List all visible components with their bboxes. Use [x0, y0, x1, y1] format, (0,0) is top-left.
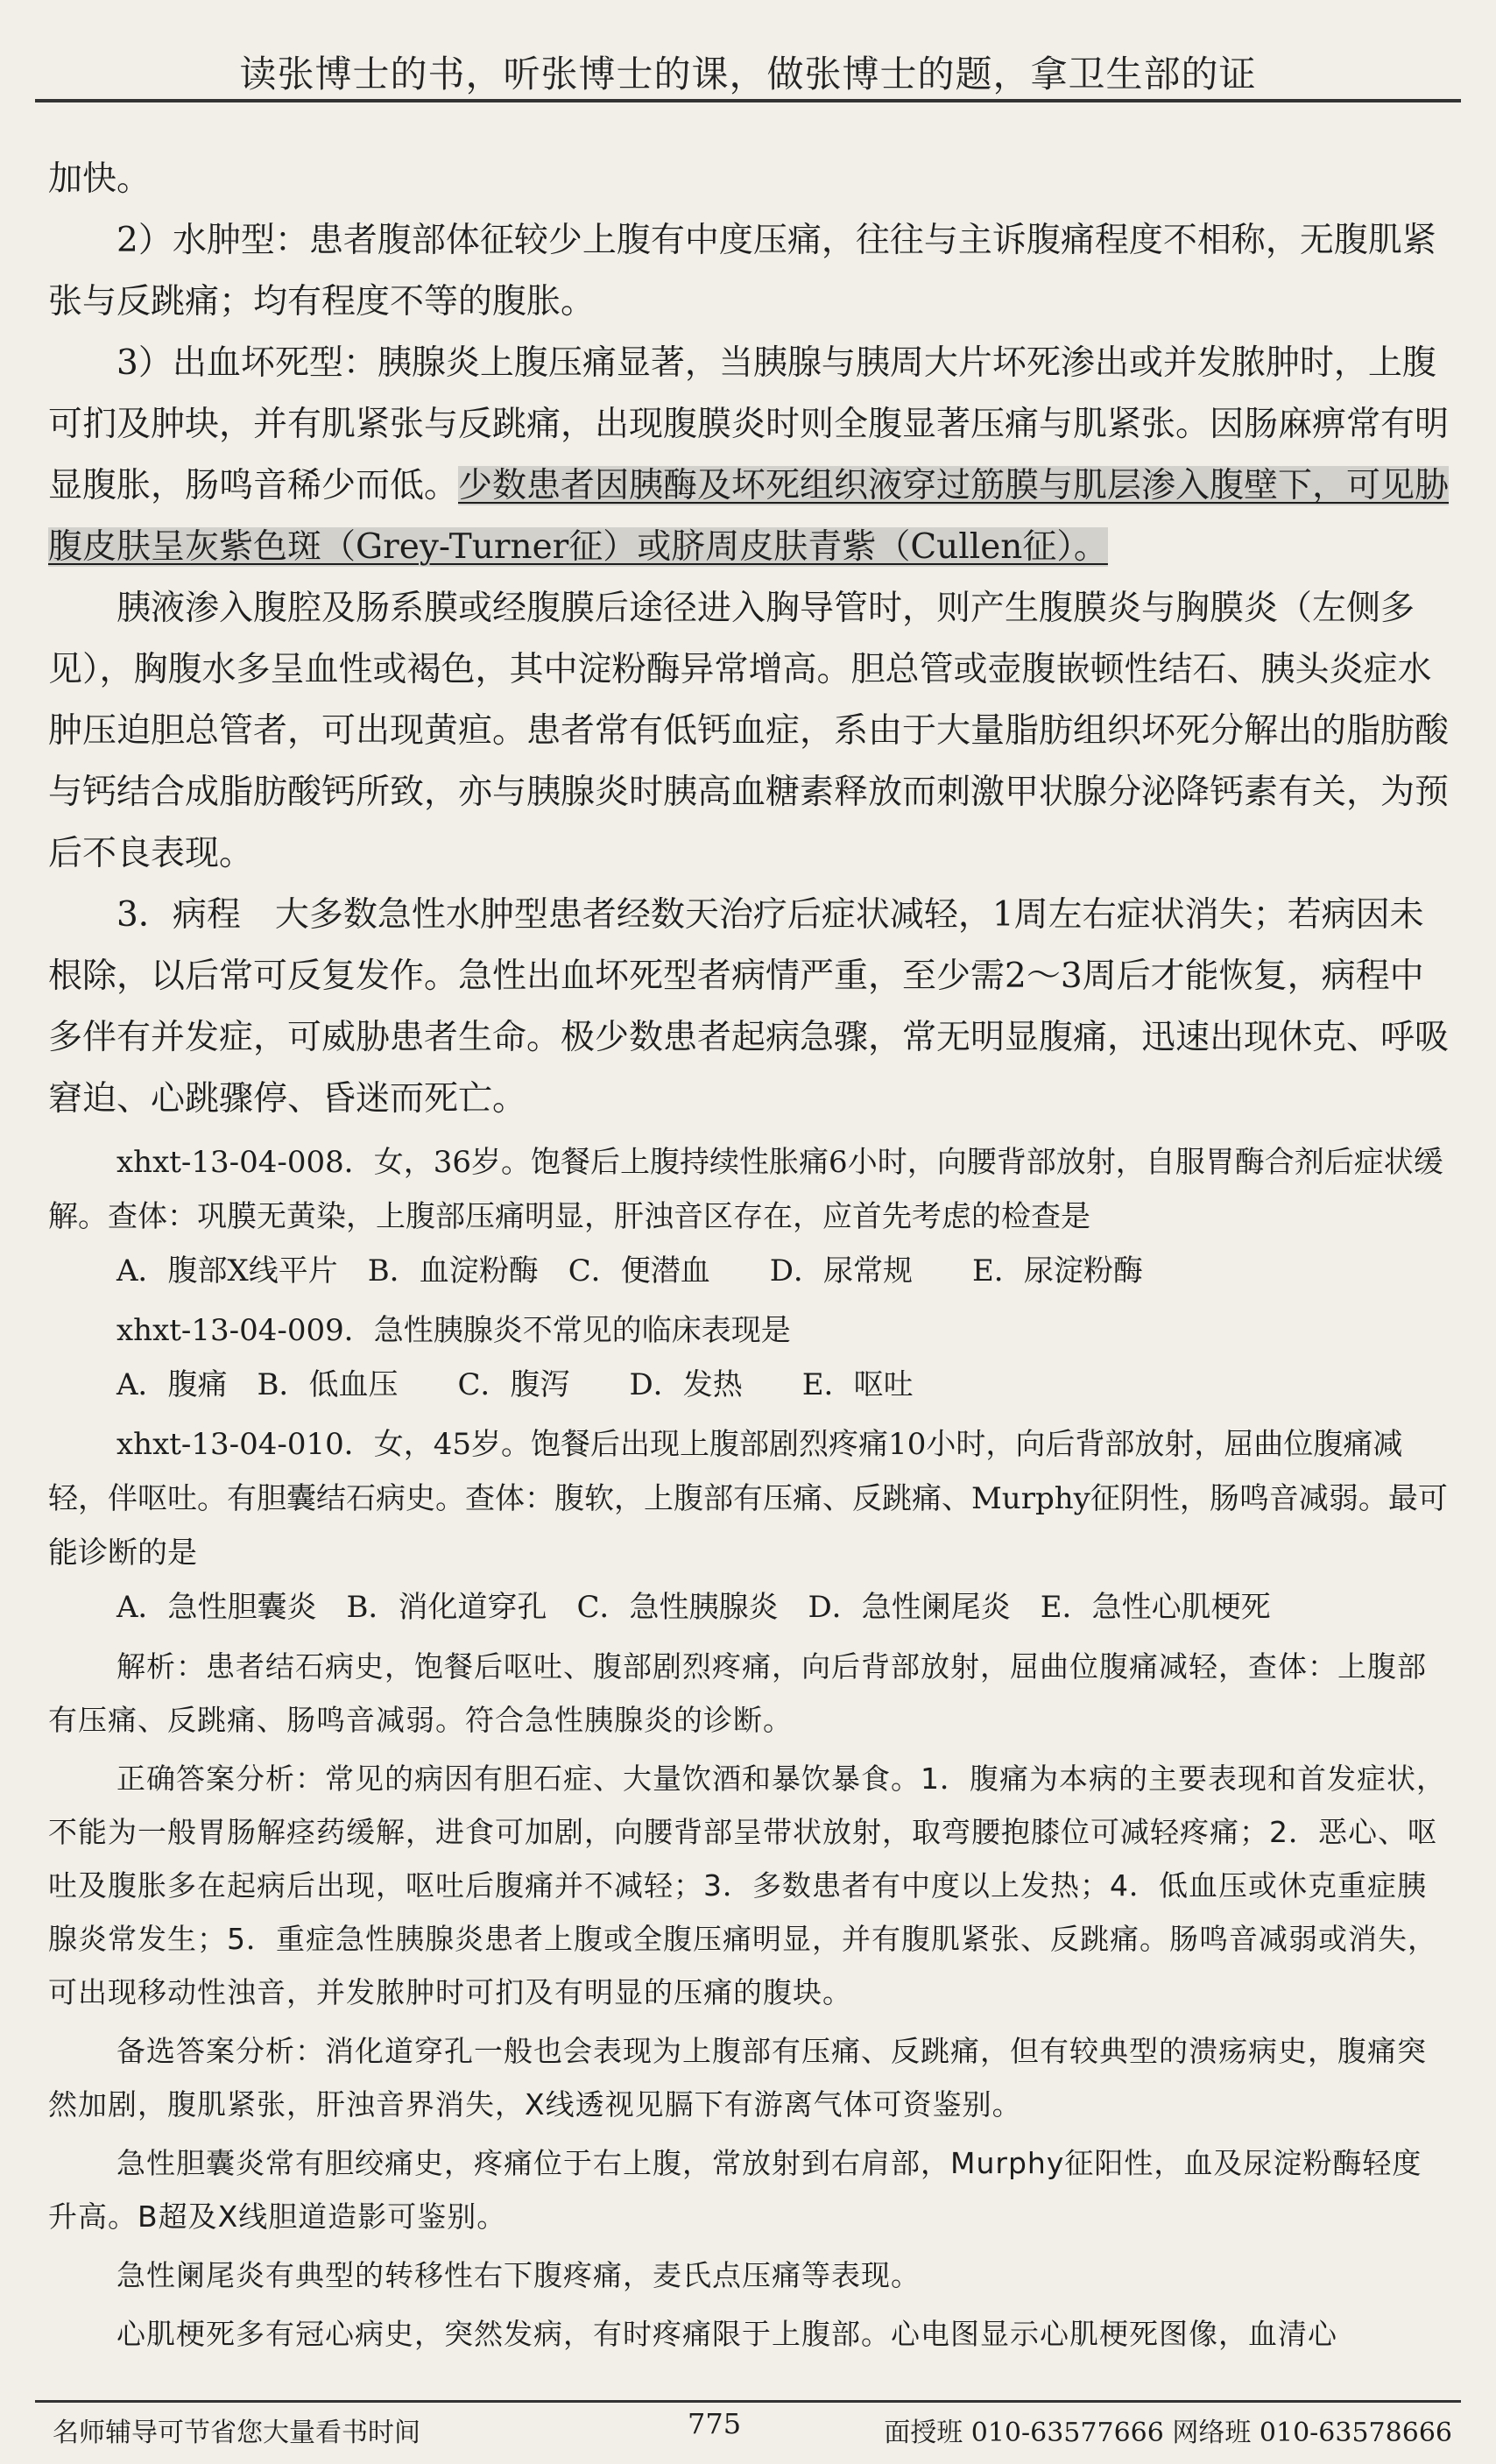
page-content: [48, 149, 1450, 2361]
page-footer: [35, 2400, 1461, 2453]
paragraph-text: 3）出血坏死型：胰腺炎上腹压痛显著，当胰腺与胰周大片坏死渗出或并发脓肿时，上腹可扪及肿块，并有肌紧张与反跳痛，出现腹膜炎时则全腹显著压痛与肌紧张。因肠麻痹常有明显腹胀，肠鸣音稀少而低。: [48, 343, 1450, 505]
paragraph: 加快。: [48, 159, 152, 199]
question-options: A．腹痛 B．低血压 C．腹泻 D．发热 E．呕吐: [116, 1367, 914, 1402]
analysis-paragraph: 心肌梗死多有冠心病史，突然发病，有时疼痛限于上腹部。心电图显示心肌梗死图像，血清心: [116, 2317, 1337, 2351]
header-divider: [35, 99, 1461, 102]
page-number: 775: [688, 2407, 742, 2440]
question-options: A．急性胆囊炎 B．消化道穿孔 C．急性胰腺炎 D．急性阑尾炎 E．急性心肌梗死: [116, 1590, 1271, 1625]
analysis-paragraph: 备选答案分析：消化道穿孔一般也会表现为上腹部有压痛、反跳痛，但有较典型的溃疡病史，腹痛突然加剧，腹肌紧张，肝浊音界消失，X线透视见膈下有游离气体可资鉴别。: [48, 2034, 1427, 2122]
analysis-paragraph: 急性阑尾炎有典型的转移性右下腹疼痛，麦氏点压痛等表现。: [116, 2258, 921, 2292]
question-stem: xhxt-13-04-009．急性胰腺炎不常见的临床表现是: [116, 1313, 791, 1348]
footer-slogan: 名师辅导可节省您大量看书时间: [53, 2418, 420, 2448]
question-stem: xhxt-13-04-010．女，45岁。饱餐后出现上腹部剧烈疼痛10小时，向后背部放射，屈曲位腹痛减轻，伴呕吐。有胆囊结石病史。查体：腹软，上腹部有压痛、反跳痛、Murphy征阴性，肠鸣音减弱。最可能诊断的是: [48, 1427, 1448, 1571]
analysis-paragraph: 解析：患者结石病史，饱餐后呕吐、腹部剧烈疼痛，向后背部放射，屈曲位腹痛减轻，查体：上腹部有压痛、反跳痛、肠鸣音减弱。符合急性胰腺炎的诊断。: [48, 1649, 1427, 1737]
footer-divider: [35, 2400, 1461, 2403]
analysis-paragraph: 急性胆囊炎常有胆绞痛史，疼痛位于右上腹，常放射到右肩部，Murphy征阳性，血及尿淀粉酶轻度升高。B超及X线胆道造影可鉴别。: [48, 2146, 1422, 2234]
footer-contact: 面授班 010-63577666 网络班 010-63578666: [884, 2418, 1452, 2448]
highlighted-text: 少数患者因胰酶及坏死组织液穿过筋膜与肌层渗入腹壁下，可见胁腹皮肤呈灰紫色斑（Grey-Turner征）或脐周皮肤青紫（Cullen征）。: [48, 466, 1450, 567]
paragraph: [48, 333, 1450, 578]
paragraph: 3．病程 大多数急性水肿型患者经数天治疗后症状减轻，1周左右症状消失；若病因未根除，以后常可反复发作。急性出血坏死型者病情严重，至少需2～3周后才能恢复，病程中多伴有并发症，可威胁患者生命。极少数患者起病急骤，常无明显腹痛，迅速出现休克、呼吸窘迫、心跳骤停、昏迷而死亡。: [48, 895, 1450, 1119]
question-stem: xhxt-13-04-008．女，36岁。饱餐后上腹持续性胀痛6小时，向腰背部放射，自服胃酶合剂后症状缓解。查体：巩膜无黄染，上腹部压痛明显，肝浊音区存在，应首先考虑的检查是: [48, 1145, 1443, 1234]
question-options: A．腹部X线平片 B．血淀粉酶 C．便潜血 D．尿常规 E．尿淀粉酶: [116, 1253, 1143, 1288]
paragraph: 胰液渗入腹腔及肠系膜或经腹膜后途径进入胸导管时，则产生腹膜炎与胸膜炎（左侧多见），胸腹水多呈血性或褐色，其中淀粉酶异常增高。胆总管或壶腹嵌顿性结石、胰头炎症水肿压迫胆总管者，可出现黄疸。患者常有低钙血症，系由于大量脂肪组织坏死分解出的脂肪酸与钙结合成脂肪酸钙所致，亦与胰腺炎时胰高血糖素释放而刺激甲状腺分泌降钙素有关，为预后不良表现。: [48, 589, 1450, 873]
header-slogan: 读张博士的书，听张博士的课，做张博士的题，拿卫生部的证: [239, 53, 1257, 95]
page-header: [0, 0, 1496, 107]
paragraph: 2）水肿型：患者腹部体征较少上腹有中度压痛，往往与主诉腹痛程度不相称，无腹肌紧张与反跳痛；均有程度不等的腹胀。: [48, 221, 1436, 321]
analysis-paragraph: 正确答案分析：常见的病因有胆石症、大量饮酒和暴饮暴食。1．腹痛为本病的主要表现和首发症状，不能为一般胃肠解痉药缓解，进食可加剧，向腰背部呈带状放射，取弯腰抱膝位可减轻疼痛；2．恶心、呕吐及腹胀多在起病后出现，呕吐后腹痛并不减轻；3．多数患者有中度以上发热；4．低血压或休克重症胰腺炎常发生；5．重症急性胰腺炎患者上腹或全腹压痛明显，并有腹肌紧张、反跳痛。肠鸣音减弱或消失，可出现移动性浊音，并发脓肿时可扪及有明显的压痛的腹块。: [48, 1762, 1446, 2009]
